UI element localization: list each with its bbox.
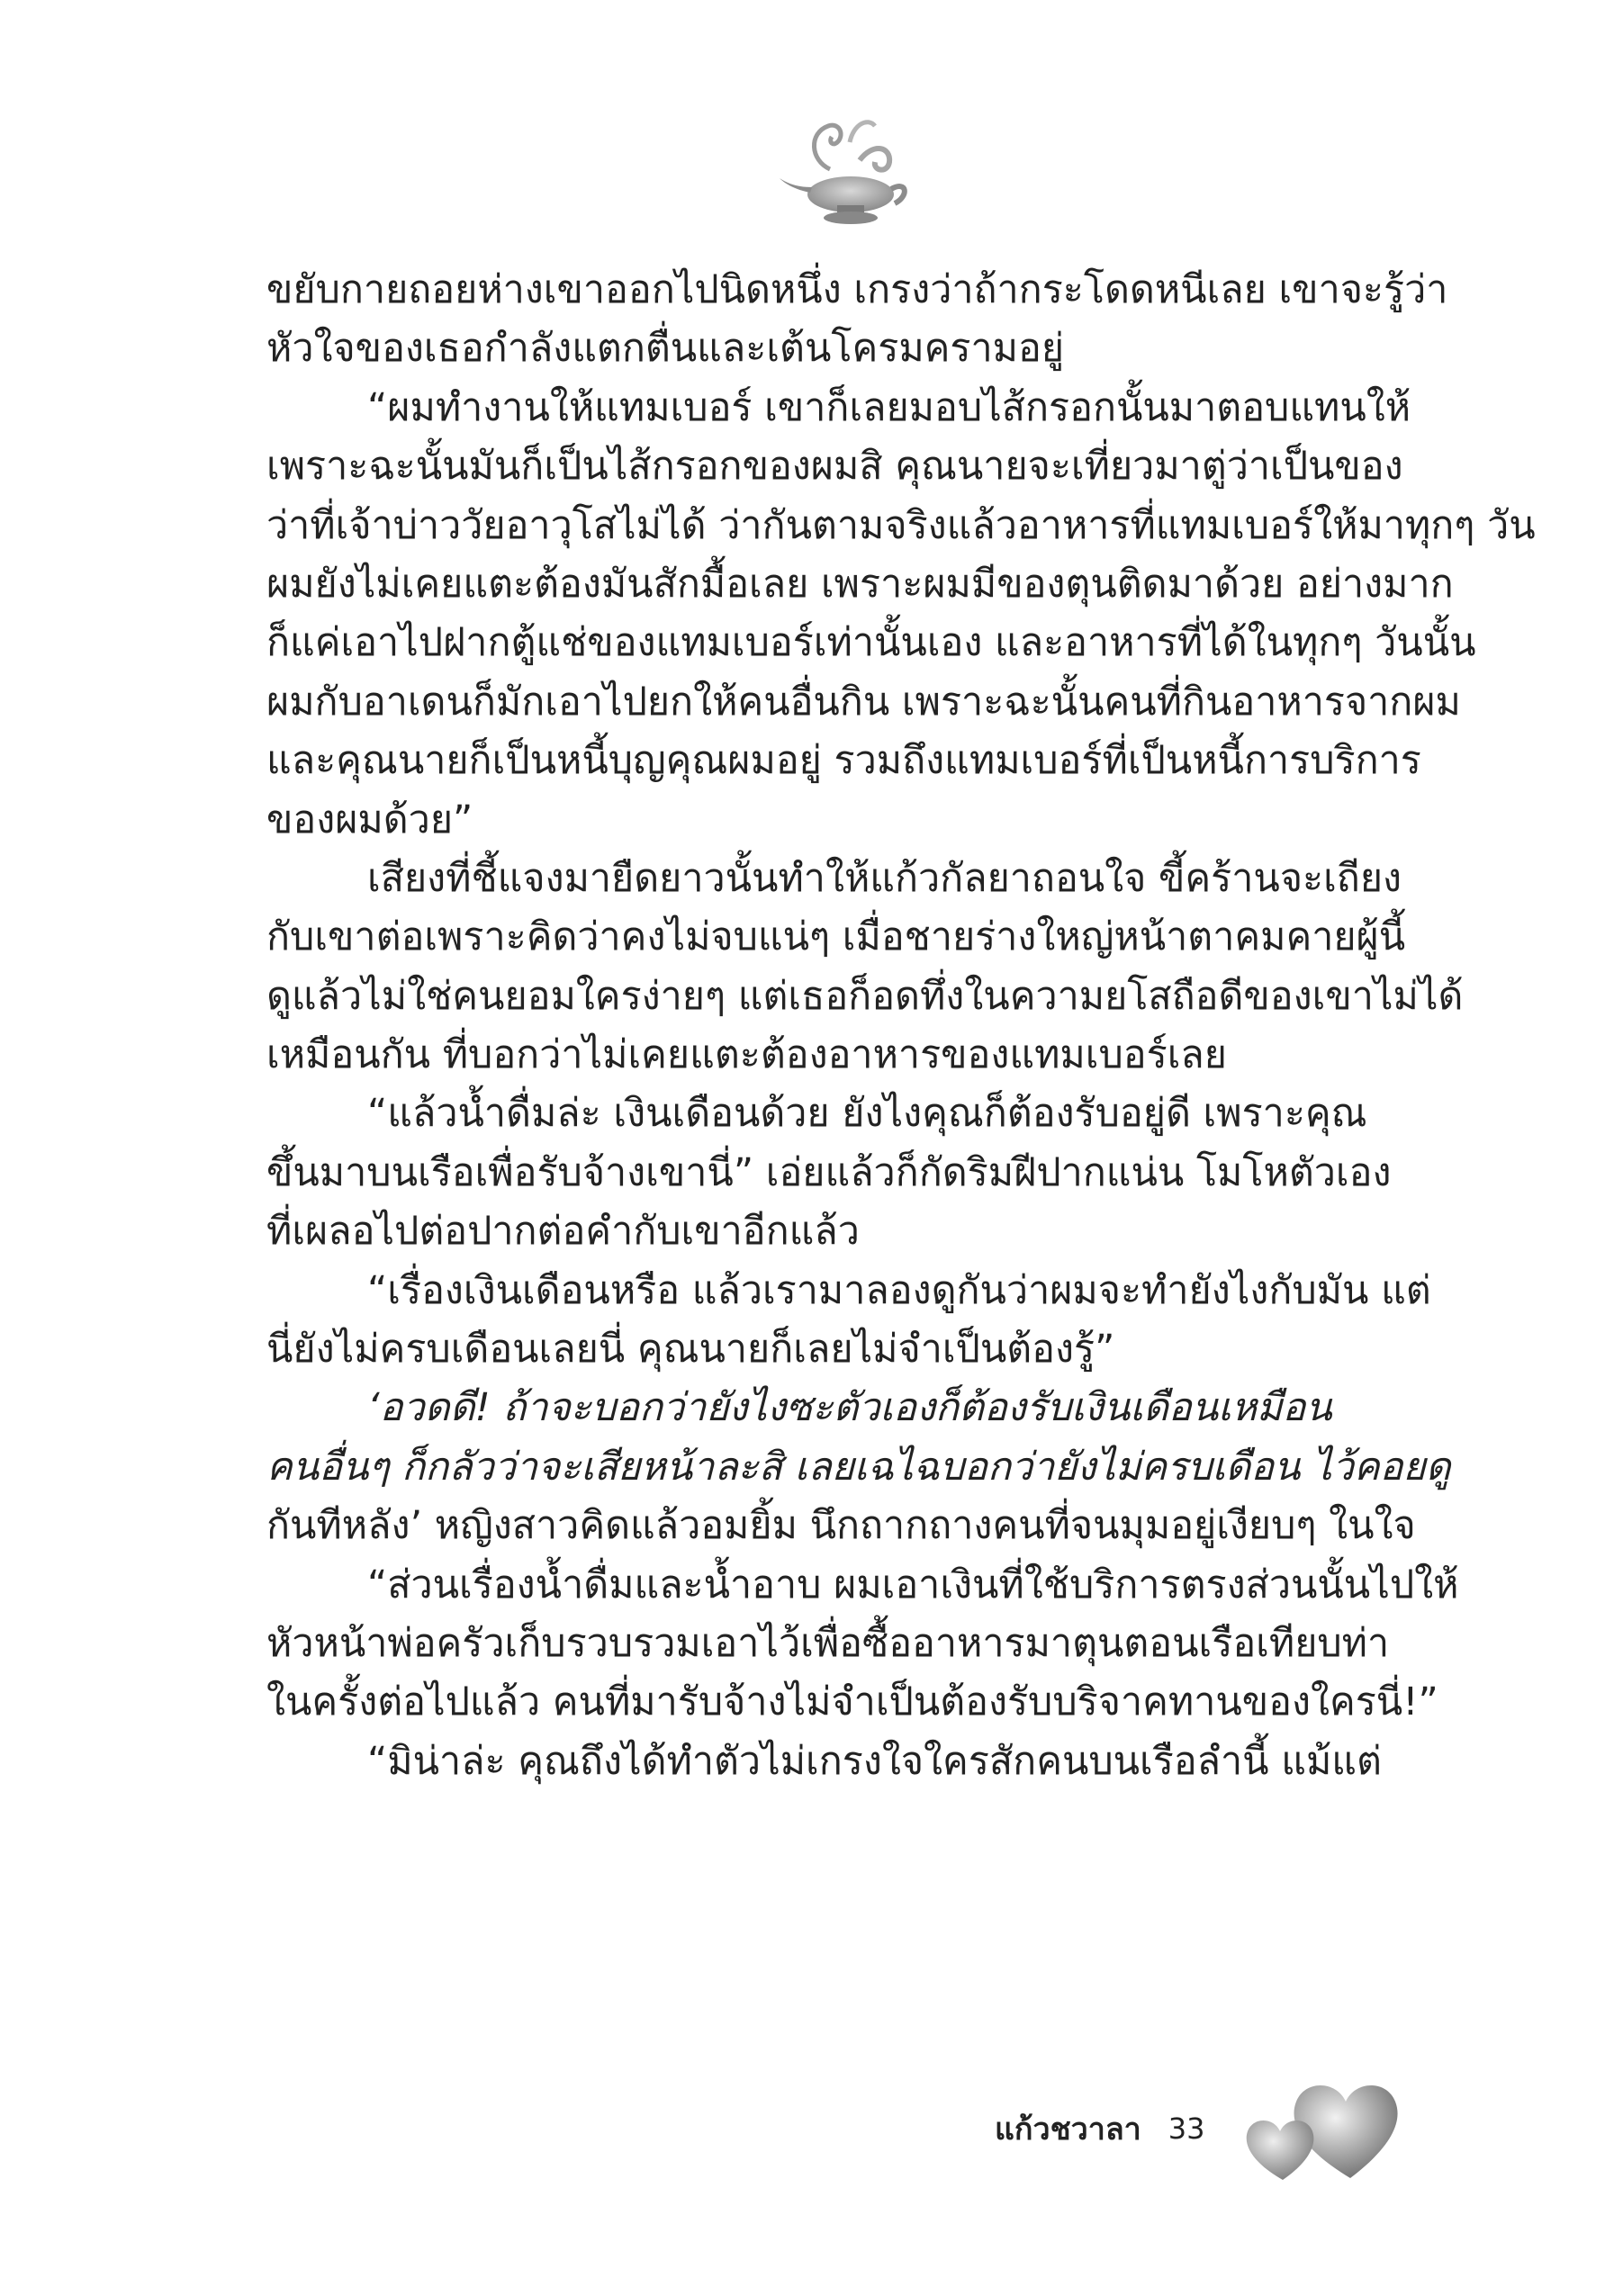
text-line: เพราะฉะนั้นมันก็เป็นไส้กรอกของผมสิ คุณนายจะเที่ยวมาตู่ว่าเป็นของ	[266, 444, 1403, 490]
text-line: “มิน่าล่ะ คุณถึงได้ทำตัวไม่เกรงใจใครสักคนบนเรือลำนี้ แม้แต่	[367, 1738, 1382, 1784]
text-line: กันทีหลัง’ หญิงสาวคิดแล้วอมยิ้ม นึกถากถางคนที่จนมุมอยู่เงียบๆ ในใจ	[266, 1503, 1416, 1549]
text-line: ก็แค่เอาไปฝากตู้แช่ของแทมเบอร์เท่านั้นเอง และอาหารที่ได้ในทุกๆ วันนั้น	[266, 620, 1476, 666]
text-line: หัวหน้าพ่อครัวเก็บรวบรวมเอาไว้เพื่อซื้ออาหารมาตุนตอนเรือเทียบท่า	[266, 1620, 1390, 1666]
page-number: 33	[1168, 2111, 1205, 2146]
text-line: ขยับกายถอยห่างเขาออกไปนิดหนึ่ง เกรงว่าถ้ากระโดดหนีเลย เขาจะรู้ว่า	[266, 267, 1448, 312]
text-line: นี่ยังไม่ครบเดือนเลยนี่ คุณนายก็เลยไม่จำเป็นต้องรู้”	[266, 1327, 1115, 1373]
text-line: ผมยังไม่เคยแตะต้องมันสักมื้อเลย เพราะผมมีของตุนติดมาด้วย อย่างมาก	[266, 561, 1454, 607]
text-line: และคุณนายก็เป็นหนี้บุญคุณผมอยู่ รวมถึงแทมเบอร์ที่เป็นหนี้การบริการ	[266, 738, 1421, 784]
text-line: ในครั้งต่อไปแล้ว คนที่มารับจ้างไม่จำเป็นต้องรับบริจาคทานของใครนี่!”	[266, 1679, 1438, 1725]
text-line: “ผมทำงานให้แทมเบอร์ เขาก็เลยมอบไส้กรอกนั้นมาตอบแทนให้	[367, 384, 1411, 430]
text-line: ดูแล้วไม่ใช่คนยอมใครง่ายๆ แต่เธอก็อดทึ่งในความยโสถือดีของเขาไม่ได้	[266, 973, 1464, 1019]
hearts-ornament-icon	[1233, 2061, 1413, 2187]
text-line: เสียงที่ชี้แจงมายืดยาวนั้นทำให้แก้วกัลยาถอนใจ ขี้คร้านจะเถียง	[367, 855, 1402, 901]
text-line: ผมกับอาเดนก็มักเอาไปยกให้คนอื่นกิน เพราะฉะนั้นคนที่กินอาหารจากผม	[266, 679, 1461, 725]
text-line: “ส่วนเรื่องน้ำดื่มและน้ำอาบ ผมเอาเงินที่ใช้บริการตรงส่วนนั้นไปให้	[367, 1562, 1459, 1607]
text-line: คนอื่นๆ ก็กลัวว่าจะเสียหน้าละสิ เลยเฉไฉบอกว่ายังไม่ครบเดือน ไว้คอยดู	[266, 1444, 1451, 1490]
text-line: หัวใจของเธอกำลังแตกตื่นและเต้นโครมครามอยู่	[266, 326, 1065, 372]
text-line: “แล้วน้ำดื่มล่ะ เงินเดือนด้วย ยังไงคุณก็ต้องรับอยู่ดี เพราะคุณ	[367, 1091, 1367, 1137]
text-line: ว่าที่เจ้าบ่าววัยอาวุโสไม่ได้ ว่ากันตามจริงแล้วอาหารที่แทมเบอร์ให้มาทุกๆ วัน	[266, 502, 1536, 548]
page-body	[266, 261, 1536, 1791]
text-line: ขึ้นมาบนเรือเพื่อรับจ้างเขานี่” เอ่ยแล้วก็กัดริมฝีปากแน่น โมโหตัวเอง	[266, 1149, 1392, 1195]
text-line: กับเขาต่อเพราะคิดว่าคงไม่จบแน่ๆ เมื่อชายร่างใหญ่หน้าตาคมคายผู้นี้	[266, 914, 1406, 960]
text-line: ที่เผลอไปต่อปากต่อคำกับเขาอีกแล้ว	[266, 1209, 860, 1255]
text-line: “เรื่องเงินเดือนหรือ แล้วเรามาลองดูกันว่าผมจะทำยังไงกับมัน แต่	[367, 1267, 1431, 1313]
text-line: ‘อวดดี! ถ้าจะบอกว่ายังไงซะตัวเองก็ต้องรับเงินเดือนเหมือน	[367, 1385, 1332, 1431]
text-line: เหมือนกัน ที่บอกว่าไม่เคยแตะต้องอาหารของแทมเบอร์เลย	[266, 1032, 1227, 1078]
page-footer	[995, 2102, 1205, 2156]
book-title: แก้วชวาลา	[995, 2111, 1141, 2147]
genie-lamp-ornament-icon	[774, 106, 918, 241]
text-line: ของผมด้วย”	[266, 797, 473, 842]
